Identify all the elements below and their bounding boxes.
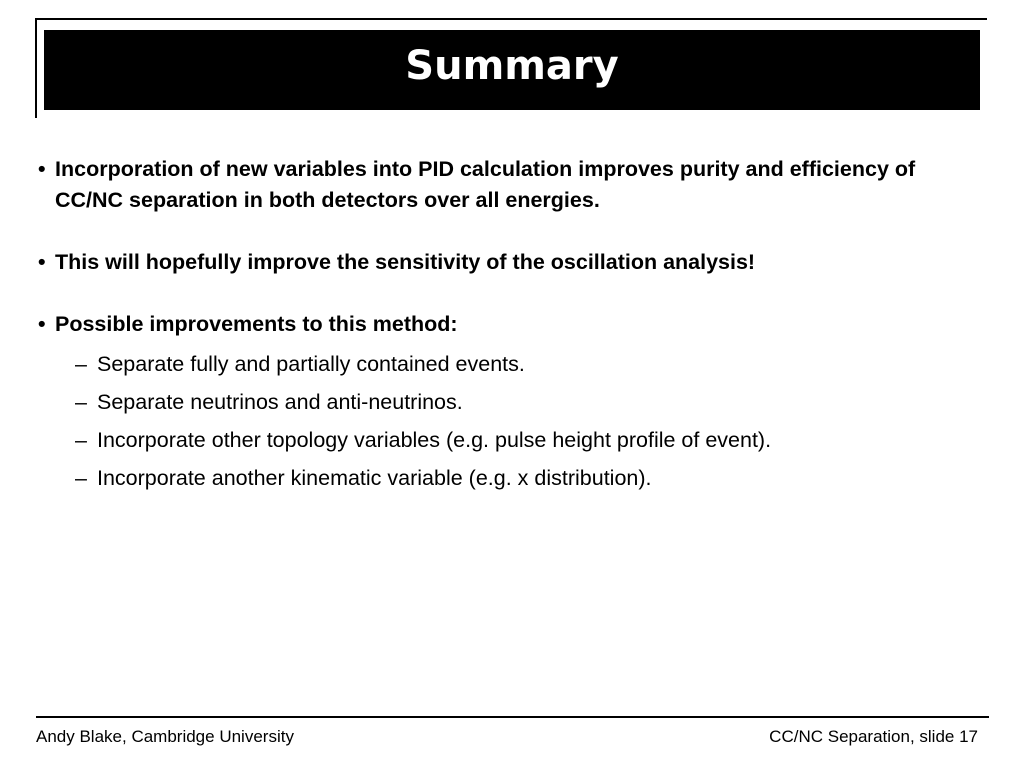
bullet-text: This will hopefully improve the sensitivity of the oscillation analysis! <box>55 250 756 274</box>
title-bar <box>44 30 980 110</box>
sub-item-text: Separate neutrinos and anti-neutrinos. <box>97 390 463 414</box>
bullet-text: Incorporation of new variables into PID calculation improves purity and efficiency of CC/NC separation in both detectors over all energies. <box>55 157 916 212</box>
dash-icon: – <box>75 428 87 452</box>
bullet-item <box>38 247 978 278</box>
slide-content <box>38 154 978 497</box>
sub-item-text: Incorporate another kinematic variable (e.g. x distribution). <box>97 466 652 490</box>
dash-icon: – <box>75 390 87 414</box>
footer-divider <box>36 716 989 718</box>
dash-icon: – <box>75 466 87 490</box>
sub-list-item <box>55 421 978 459</box>
bullet-item <box>38 154 978 216</box>
sub-list-item <box>55 459 978 497</box>
sub-list-item <box>55 383 978 421</box>
bullet-icon: • <box>38 250 46 274</box>
sub-list-item <box>55 345 978 383</box>
bullet-item <box>38 309 978 497</box>
slide-title: Summary <box>405 43 619 89</box>
bullet-text: Possible improvements to this method: <box>55 312 458 336</box>
footer-slide-number: CC/NC Separation, slide 17 <box>769 727 978 746</box>
bullet-icon: • <box>38 312 46 336</box>
sub-list <box>55 345 978 497</box>
dash-icon: – <box>75 352 87 376</box>
sub-item-text: Incorporate other topology variables (e.g. pulse height profile of event). <box>97 428 772 452</box>
footer-author: Andy Blake, Cambridge University <box>36 727 294 746</box>
bullet-icon: • <box>38 157 46 181</box>
sub-item-text: Separate fully and partially contained events. <box>97 352 525 376</box>
